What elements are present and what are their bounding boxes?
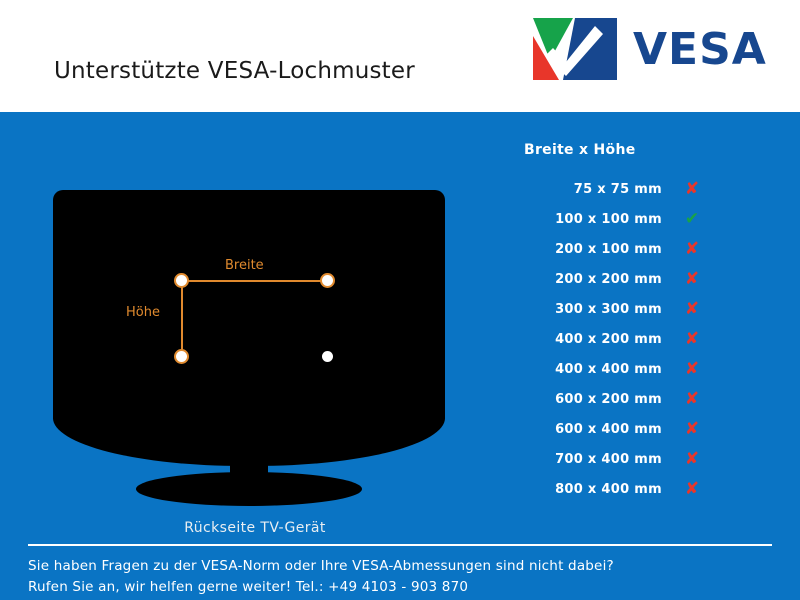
- size-label: 800 x 400 mm: [555, 481, 662, 497]
- tv-diagram-caption: Rückseite TV-Gerät: [184, 520, 326, 536]
- table-row: [498, 174, 768, 204]
- table-row: [498, 444, 768, 474]
- height-dimension-line: [181, 280, 183, 356]
- table-header: Breite x Höhe: [524, 142, 636, 158]
- table-row: [498, 384, 768, 414]
- status-badge-no: ✘: [684, 358, 700, 379]
- size-label: 400 x 200 mm: [555, 331, 662, 347]
- tv-stand-base: [136, 472, 362, 506]
- status-badge-no: ✘: [684, 268, 700, 289]
- table-row: [498, 264, 768, 294]
- tv-diagram: [40, 190, 470, 600]
- main-content: [0, 112, 800, 600]
- status-badge-no: ✘: [684, 178, 700, 199]
- table-row: [498, 414, 768, 444]
- size-label: 600 x 200 mm: [555, 391, 662, 407]
- footer-contact: [28, 556, 772, 598]
- size-label: 300 x 300 mm: [555, 301, 662, 317]
- footer-line-1: Sie haben Fragen zu der VESA-Norm oder Ihre VESA-Abmessungen sind nicht dabei?: [28, 558, 614, 574]
- status-badge-yes: ✔: [684, 208, 700, 229]
- status-badge-no: ✘: [684, 478, 700, 499]
- table-row: [498, 354, 768, 384]
- mount-hole-bottom-right: [322, 351, 333, 362]
- vesa-checkmark-logo-icon: [533, 18, 617, 80]
- size-label: 400 x 400 mm: [555, 361, 662, 377]
- page-title: Unterstützte VESA-Lochmuster: [54, 58, 415, 84]
- size-label: 700 x 400 mm: [555, 451, 662, 467]
- status-badge-no: ✘: [684, 448, 700, 469]
- footer-divider: [28, 544, 772, 546]
- mount-hole-bottom-left: [176, 351, 187, 362]
- status-badge-no: ✘: [684, 328, 700, 349]
- mount-hole-top-right: [322, 275, 333, 286]
- width-dimension-line: [181, 280, 327, 282]
- mount-hole-top-left: [176, 275, 187, 286]
- size-label: 100 x 100 mm: [555, 211, 662, 227]
- width-dimension-label: Breite: [225, 258, 264, 273]
- table-row: [498, 474, 768, 504]
- status-badge-no: ✘: [684, 238, 700, 259]
- status-badge-no: ✘: [684, 388, 700, 409]
- table-row: [498, 234, 768, 264]
- vesa-size-table: [498, 142, 768, 504]
- table-row: [498, 204, 768, 234]
- tv-back-panel: [53, 190, 445, 422]
- status-badge-no: ✘: [684, 298, 700, 319]
- size-label: 75 x 75 mm: [573, 181, 662, 197]
- size-label: 600 x 400 mm: [555, 421, 662, 437]
- footer-line-2: Rufen Sie an, wir helfen gerne weiter! Tel.: +49 4103 - 903 870: [28, 579, 469, 595]
- status-badge-no: ✘: [684, 418, 700, 439]
- height-dimension-label: Höhe: [126, 305, 160, 320]
- size-label: 200 x 200 mm: [555, 271, 662, 287]
- logo-wordmark: VESA: [633, 24, 767, 75]
- header-bar: [0, 0, 800, 112]
- table-row: [498, 294, 768, 324]
- table-row: [498, 324, 768, 354]
- vesa-logo: [533, 18, 783, 82]
- size-label: 200 x 100 mm: [555, 241, 662, 257]
